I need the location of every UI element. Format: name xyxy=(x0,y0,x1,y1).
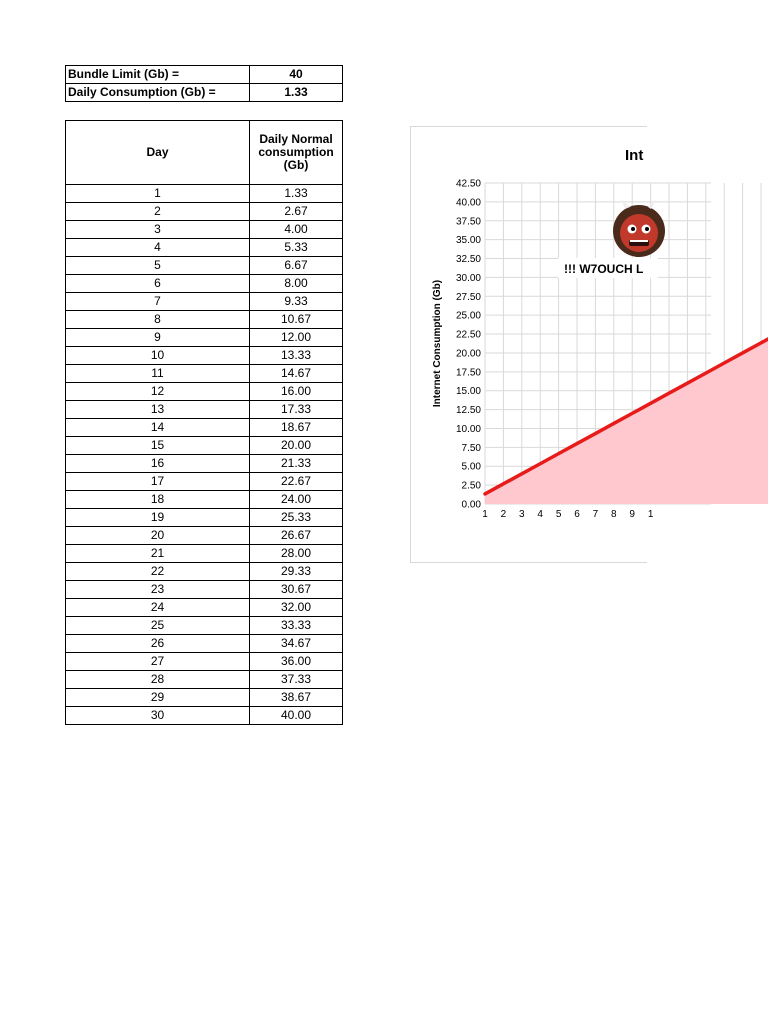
x-tick-label: 3 xyxy=(519,509,525,520)
consumption-cell[interactable]: 14.67 xyxy=(250,365,343,383)
consumption-cell[interactable]: 21.33 xyxy=(250,455,343,473)
table-row xyxy=(66,599,343,617)
day-cell[interactable]: 27 xyxy=(66,653,250,671)
table-row xyxy=(66,689,343,707)
day-cell[interactable]: 6 xyxy=(66,275,250,293)
table-row xyxy=(66,185,343,203)
x-tick-label: 1 xyxy=(482,509,488,520)
consumption-cell[interactable]: 37.33 xyxy=(250,671,343,689)
consumption-cell[interactable]: 26.67 xyxy=(250,527,343,545)
table-row xyxy=(66,491,343,509)
table-body xyxy=(66,185,343,725)
x-tick-label: 8 xyxy=(611,509,617,520)
y-tick-label: 2.50 xyxy=(461,480,481,492)
table-row xyxy=(66,239,343,257)
day-cell[interactable]: 13 xyxy=(66,401,250,419)
table-row xyxy=(66,329,343,347)
day-cell[interactable]: 28 xyxy=(66,671,250,689)
y-tick-label: 20.00 xyxy=(455,348,481,360)
y-tick-label: 17.50 xyxy=(455,367,481,379)
day-cell[interactable]: 16 xyxy=(66,455,250,473)
consumption-cell[interactable]: 8.00 xyxy=(250,275,343,293)
header-consumption-line3: (Gb) xyxy=(283,158,309,172)
header-consumption-line1: Daily Normal xyxy=(259,132,333,146)
daily-consumption-label: Daily Consumption (Gb) = xyxy=(66,84,250,102)
consumption-cell[interactable]: 12.00 xyxy=(250,329,343,347)
consumption-cell[interactable]: 34.67 xyxy=(250,635,343,653)
table-row xyxy=(66,455,343,473)
day-cell[interactable]: 9 xyxy=(66,329,250,347)
consumption-cell[interactable]: 38.67 xyxy=(250,689,343,707)
table-row xyxy=(66,509,343,527)
consumption-cell[interactable]: 13.33 xyxy=(250,347,343,365)
table-row xyxy=(66,545,343,563)
chart-area[interactable] xyxy=(410,126,654,563)
consumption-cell[interactable]: 5.33 xyxy=(250,239,343,257)
y-tick-label: 42.50 xyxy=(455,178,481,190)
consumption-cell[interactable]: 30.67 xyxy=(250,581,343,599)
y-tick-label: 25.00 xyxy=(455,310,481,322)
y-tick-label: 15.00 xyxy=(455,386,481,398)
annotation-text: !!! W7OUCH L xyxy=(564,262,644,276)
day-cell[interactable]: 24 xyxy=(66,599,250,617)
x-tick-label: 2 xyxy=(500,509,507,520)
consumption-cell[interactable]: 6.67 xyxy=(250,257,343,275)
day-cell[interactable]: 14 xyxy=(66,419,250,437)
day-cell[interactable]: 10 xyxy=(66,347,250,365)
table-row xyxy=(66,563,343,581)
day-cell[interactable]: 30 xyxy=(66,707,250,725)
bundle-limit-value[interactable]: 40 xyxy=(250,66,343,84)
table-row xyxy=(66,347,343,365)
table-row xyxy=(66,671,343,689)
day-cell[interactable]: 15 xyxy=(66,437,250,455)
table-row xyxy=(66,419,343,437)
table-row xyxy=(66,617,343,635)
table-row xyxy=(66,311,343,329)
header-consumption-line2: consumption xyxy=(258,145,334,159)
table-row xyxy=(66,221,343,239)
table-row xyxy=(66,581,343,599)
consumption-cell[interactable]: 2.67 xyxy=(250,203,343,221)
day-cell[interactable]: 1 xyxy=(66,185,250,203)
consumption-cell[interactable]: 20.00 xyxy=(250,437,343,455)
table-row xyxy=(66,707,343,725)
summary-table xyxy=(65,65,343,102)
table-row xyxy=(66,203,343,221)
consumption-cell[interactable]: 10.67 xyxy=(250,311,343,329)
chart-title: Int xyxy=(625,147,644,164)
bundle-limit-label: Bundle Limit (Gb) = xyxy=(66,66,250,84)
y-tick-label: 5.00 xyxy=(461,461,481,473)
consumption-cell[interactable]: 33.33 xyxy=(250,617,343,635)
table-row xyxy=(66,437,343,455)
consumption-cell[interactable]: 36.00 xyxy=(250,653,343,671)
y-tick-label: 27.50 xyxy=(455,291,481,303)
day-cell[interactable]: 17 xyxy=(66,473,250,491)
consumption-cell[interactable]: 24.00 xyxy=(250,491,343,509)
consumption-cell[interactable]: 22.67 xyxy=(250,473,343,491)
consumption-cell[interactable]: 16.00 xyxy=(250,383,343,401)
day-cell[interactable]: 18 xyxy=(66,491,250,509)
table-row xyxy=(66,527,343,545)
consumption-chart xyxy=(411,127,654,562)
table-row xyxy=(66,293,343,311)
consumption-cell[interactable]: 32.00 xyxy=(250,599,343,617)
daily-consumption-value[interactable]: 1.33 xyxy=(250,84,343,102)
consumption-cell[interactable]: 28.00 xyxy=(250,545,343,563)
day-cell[interactable]: 25 xyxy=(66,617,250,635)
consumption-cell[interactable]: 18.67 xyxy=(250,419,343,437)
y-tick-label: 0.00 xyxy=(461,499,481,511)
day-cell[interactable]: 23 xyxy=(66,581,250,599)
consumption-cell[interactable]: 4.00 xyxy=(250,221,343,239)
day-cell[interactable]: 5 xyxy=(66,257,250,275)
x-tick-label: 6 xyxy=(574,509,580,520)
y-tick-label: 40.00 xyxy=(455,197,481,209)
y-tick-label: 35.00 xyxy=(455,235,481,247)
day-cell[interactable]: 20 xyxy=(66,527,250,545)
table-row xyxy=(66,473,343,491)
bundle-limit-row xyxy=(66,66,343,84)
daily-consumption-row xyxy=(66,84,343,102)
x-tick-label: 5 xyxy=(555,509,562,520)
table-row xyxy=(66,365,343,383)
day-cell[interactable]: 29 xyxy=(66,689,250,707)
table-row xyxy=(66,383,343,401)
table-row xyxy=(66,635,343,653)
consumption-cell[interactable]: 29.33 xyxy=(250,563,343,581)
y-tick-label: 22.50 xyxy=(455,329,481,341)
x-tick-label: 7 xyxy=(592,509,599,520)
table-row xyxy=(66,653,343,671)
table-header-row xyxy=(66,121,343,185)
day-cell[interactable]: 7 xyxy=(66,293,250,311)
consumption-cell[interactable]: 1.33 xyxy=(250,185,343,203)
day-cell[interactable]: 3 xyxy=(66,221,250,239)
y-tick-label: 30.00 xyxy=(455,272,481,284)
consumption-table xyxy=(65,120,343,725)
table-row xyxy=(66,275,343,293)
table-row xyxy=(66,401,343,419)
y-tick-label: 10.00 xyxy=(455,423,481,435)
day-cell[interactable]: 2 xyxy=(66,203,250,221)
day-cell[interactable]: 4 xyxy=(66,239,250,257)
consumption-cell[interactable]: 40.00 xyxy=(250,707,343,725)
y-tick-label: 37.50 xyxy=(455,216,481,228)
y-axis-label: Internet Consumption (Gb) xyxy=(432,279,443,408)
day-cell[interactable]: 12 xyxy=(66,383,250,401)
angry-face-icon xyxy=(613,199,665,257)
day-cell[interactable]: 8 xyxy=(66,311,250,329)
header-day: Day xyxy=(66,121,250,185)
day-cell[interactable]: 21 xyxy=(66,545,250,563)
y-tick-label: 32.50 xyxy=(455,254,481,266)
table-row xyxy=(66,257,343,275)
x-tick-label: 9 xyxy=(629,509,635,520)
header-consumption xyxy=(250,121,343,185)
consumption-cell[interactable]: 9.33 xyxy=(250,293,343,311)
day-cell[interactable]: 22 xyxy=(66,563,250,581)
day-cell[interactable]: 11 xyxy=(66,365,250,383)
x-tick-label: 1 xyxy=(647,509,654,520)
consumption-cell[interactable]: 17.33 xyxy=(250,401,343,419)
consumption-cell[interactable]: 25.33 xyxy=(250,509,343,527)
x-tick-label: 4 xyxy=(537,509,543,520)
day-cell[interactable]: 19 xyxy=(66,509,250,527)
day-cell[interactable]: 26 xyxy=(66,635,250,653)
y-tick-label: 12.50 xyxy=(455,405,481,417)
y-tick-label: 7.50 xyxy=(461,442,481,454)
